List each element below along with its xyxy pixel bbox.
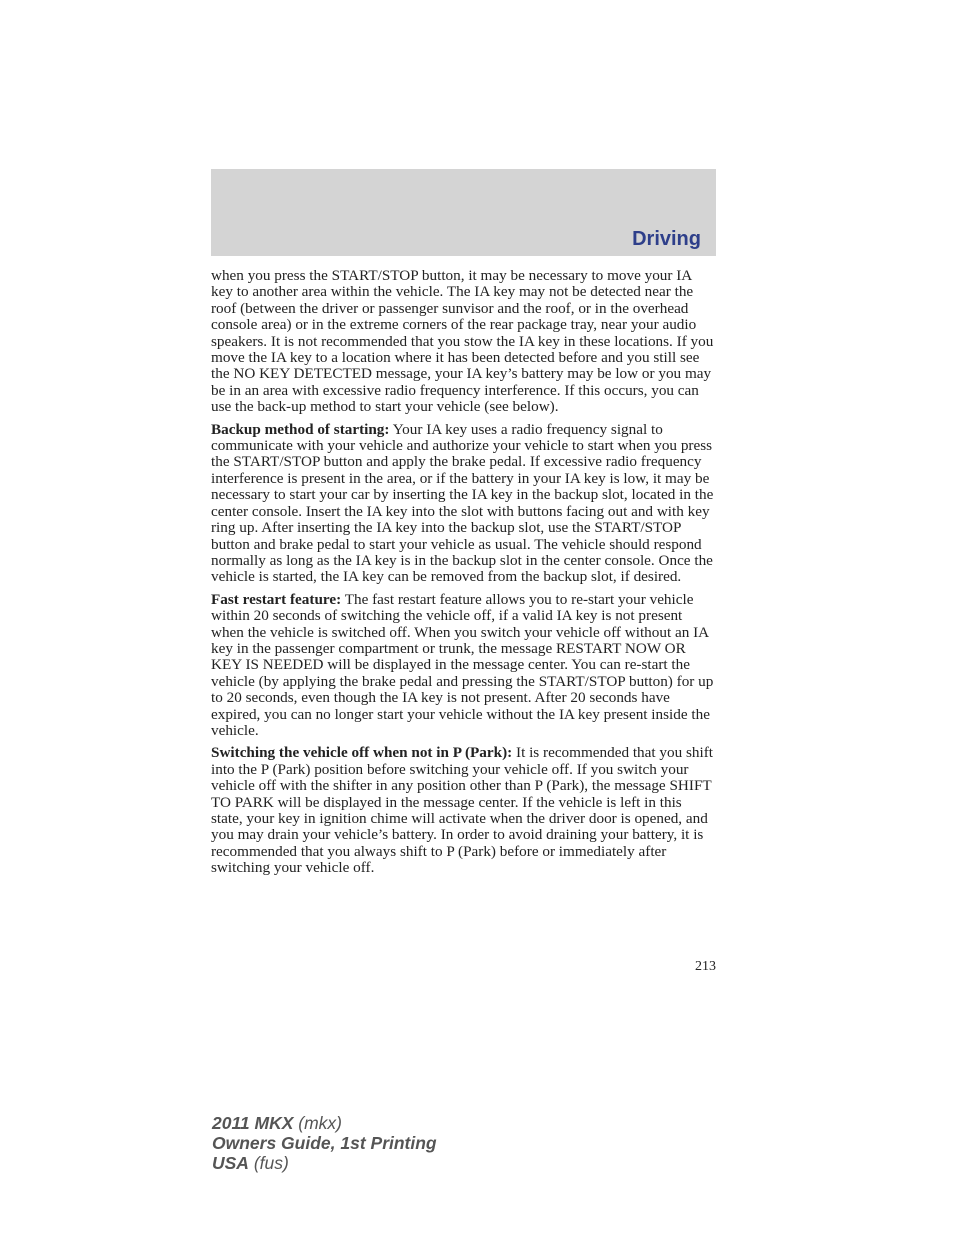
paragraph-text: It is recommended that you shift into the P (Park) position before switching your vehicle off. If you switch your vehicle off with the shifter in any position other than P (Park), the message SHIFT TO PARK will be displayed in the message center. If the vehicle is left in this state, your key in ignition chime will activate when the driver door is opened, and you may drain your vehicle’s battery. In order to avoid draining your battery, it is recommended that you always shift to P (Park) before or immediately after switching your vehicle off. bbox=[211, 744, 713, 877]
footer-model: 2011 MKX bbox=[212, 1113, 294, 1133]
section-title: Driving bbox=[632, 228, 701, 250]
footer-model-code: (mkx) bbox=[298, 1113, 342, 1133]
paragraph-intro bbox=[211, 268, 716, 416]
paragraph-text: Your IA key uses a radio frequency signal to communicate with your vehicle and authorize your vehicle to start when you press the START/STOP button and apply the brake pedal. If excessive radio frequency interference is present in the area, or if the battery in your IA key is low, it may be necessary to start your car by inserting the IA key in the backup slot, located in the center console. Insert the IA key into the slot with buttons facing out and with key ring up. After inserting the IA key into the backup slot, use the START/STOP button and brake pedal to start your vehicle as usual. The vehicle should respond normally as long as the IA key is in the backup slot in the center console. Once the vehicle is started, the IA key can be removed from the backup slot, if desired. bbox=[211, 420, 714, 586]
footer-line-market bbox=[212, 1153, 437, 1173]
paragraph-text: The fast restart feature allows you to re-start your vehicle within 20 seconds of switching the vehicle off, if a valid IA key is not present when the vehicle is switched off. When you switch your vehicle off without an IA key in the passenger compartment or trunk, the message RESTART NOW OR KEY IS NEEDED will be displayed in the message center. You can re-start the vehicle (by applying the brake pedal and pressing the START/STOP button) for up to 20 seconds, even though the IA key is not present. After 20 seconds have expired, you can no longer start your vehicle without the IA key present inside the vehicle. bbox=[211, 590, 714, 739]
paragraph-heading: Fast restart feature: bbox=[211, 590, 342, 608]
paragraph-heading: Switching the vehicle off when not in P (Park): bbox=[211, 744, 513, 762]
section-header-band bbox=[211, 169, 716, 256]
footer-line-model bbox=[212, 1113, 437, 1133]
paragraph-switching-off bbox=[211, 745, 716, 876]
paragraph-fast-restart bbox=[211, 592, 716, 740]
footer-market-code: (fus) bbox=[253, 1153, 289, 1173]
paragraph-backup-method bbox=[211, 422, 716, 586]
footer-line-guide bbox=[212, 1133, 437, 1153]
paragraph-heading: Backup method of starting: bbox=[211, 420, 390, 438]
page-number: 213 bbox=[695, 959, 716, 974]
footer-market: USA bbox=[212, 1153, 249, 1173]
body-text bbox=[211, 268, 716, 883]
paragraph-text: when you press the START/STOP button, it may be necessary to move your IA key to another area within the vehicle. The IA key may not be detected near the roof (between the driver or passenger sunvisor and the roof, or in the overhead console area) or in the extreme corners of the rear package tray, near your audio speakers. It is not recommended that you stow the IA key in these locations. If you move the IA key to a location where it has been detected before and you still see the NO KEY DETECTED message, your IA key’s battery may be low or you may be in an area with excessive radio frequency interference. If this occurs, you can use the back-up method to start your vehicle (see below). bbox=[211, 267, 714, 416]
footer-guide-edition: Owners Guide, 1st Printing bbox=[212, 1133, 437, 1153]
footer-publication-info bbox=[212, 1113, 437, 1173]
